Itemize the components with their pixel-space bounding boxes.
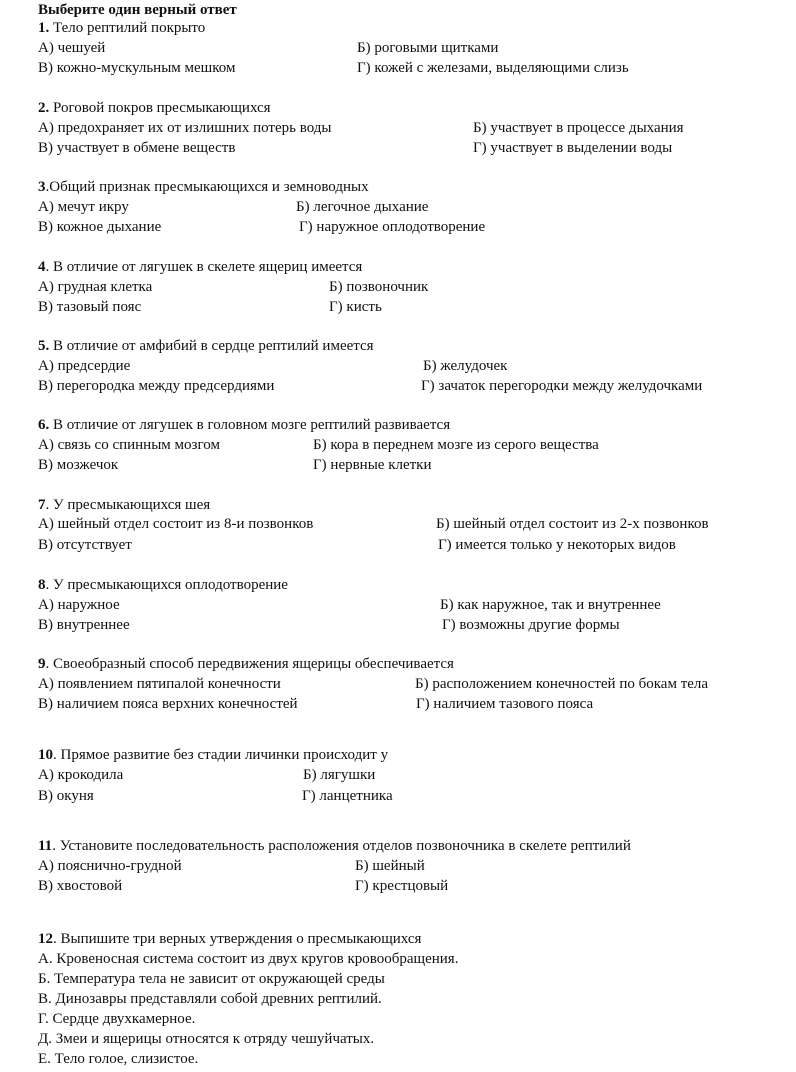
question-12-statement-b: Б. Температура тела не зависит от окружающей среды xyxy=(38,971,385,987)
question-7-option-v: В) отсутствует xyxy=(38,537,132,553)
question-5-text: В отличие от амфибий в сердце рептилий имеется xyxy=(49,338,374,354)
question-4-number: 4 xyxy=(38,259,46,275)
question-9-option-b: Б) расположением конечностей по бокам тела xyxy=(415,676,709,692)
question-2-option-g: Г) участвует в выделении воды xyxy=(473,140,673,156)
question-9-number: 9 xyxy=(38,656,46,672)
question-4-text: . В отличие от лягушек в скелете ящериц имеется xyxy=(45,259,363,275)
question-8-option-b: Б) как наружное, так и внутреннее xyxy=(440,597,661,613)
question-2-stem xyxy=(38,98,271,118)
question-4-option-g: Г) кисть xyxy=(329,299,382,315)
question-2-option-v: В) участвует в обмене веществ xyxy=(38,140,236,156)
question-4-stem xyxy=(38,257,362,277)
question-6-option-a: А) связь со спинным мозгом xyxy=(38,437,220,453)
question-7-text: . У пресмыкающихся шея xyxy=(45,497,211,513)
question-11-number: 11 xyxy=(38,838,53,854)
question-1-number: 1. xyxy=(38,20,50,36)
question-10-option-g: Г) ланцетника xyxy=(302,788,393,804)
question-9-stem xyxy=(38,654,454,674)
question-2-option-a: А) предохраняет их от излишних потерь воды xyxy=(38,120,332,136)
question-12-statement-v: В. Динозавры представляли собой древних рептилий. xyxy=(38,991,382,1007)
question-5-option-g: Г) зачаток перегородки между желудочками xyxy=(421,378,703,394)
question-11-option-g: Г) крестцовый xyxy=(355,878,449,894)
question-7-option-g: Г) имеется только у некоторых видов xyxy=(438,537,676,553)
question-12-text: . Выпишите три верных утверждения о пресмыкающихся xyxy=(53,931,422,947)
question-5-number: 5. xyxy=(38,338,50,354)
question-10-stem xyxy=(38,745,388,765)
question-5-option-v: В) перегородка между предсердиями xyxy=(38,378,275,394)
question-4-option-v: В) тазовый пояс xyxy=(38,299,142,315)
question-2-number: 2. xyxy=(38,100,50,116)
question-1-text: Тело рептилий покрыто xyxy=(49,20,206,36)
question-11-stem xyxy=(38,836,631,856)
question-6-number: 6. xyxy=(38,417,50,433)
question-3-option-b: Б) легочное дыхание xyxy=(296,199,429,215)
question-12-stem xyxy=(38,929,421,949)
question-1-option-v: В) кожно-мускульным мешком xyxy=(38,60,236,76)
question-3-number: 3 xyxy=(38,179,46,195)
question-6-option-v: В) мозжечок xyxy=(38,457,119,473)
question-9-option-v: В) наличием пояса верхних конечностей xyxy=(38,696,298,712)
question-10-option-a: А) крокодила xyxy=(38,767,124,783)
question-10-option-v: В) окуня xyxy=(38,788,94,804)
question-9-text: . Своеобразный способ передвижения ящерицы обеспечивается xyxy=(45,656,454,672)
question-6-option-g: Г) нервные клетки xyxy=(313,457,432,473)
question-6-stem xyxy=(38,415,450,435)
question-8-text: . У пресмыкающихся оплодотворение xyxy=(45,577,288,593)
question-5-stem xyxy=(38,336,374,356)
question-12-statement-e: Е. Тело голое, слизистое. xyxy=(38,1051,199,1067)
question-4-option-a: А) грудная клетка xyxy=(38,279,153,295)
question-3-option-g: Г) наружное оплодотворение xyxy=(299,219,486,235)
question-11-text: . Установите последовательность расположения отделов позвоночника в скелете рептилий xyxy=(52,838,631,854)
question-11-option-a: А) пояснично-грудной xyxy=(38,858,182,874)
question-12-statement-g: Г. Сердце двухкамерное. xyxy=(38,1011,196,1027)
question-10-text: . Прямое развитие без стадии личинки происходит у xyxy=(53,747,389,763)
question-1-option-b: Б) роговыми щитками xyxy=(357,40,499,56)
question-1-option-g: Г) кожей с железами, выделяющими слизь xyxy=(357,60,629,76)
question-9-option-g: Г) наличием тазового пояса xyxy=(416,696,594,712)
question-8-stem xyxy=(38,575,288,595)
question-7-number: 7 xyxy=(38,497,46,513)
question-11-option-v: В) хвостовой xyxy=(38,878,123,894)
question-3-stem xyxy=(38,177,369,197)
worksheet-heading: Выберите один верный ответ xyxy=(38,2,237,18)
question-11-option-b: Б) шейный xyxy=(355,858,425,874)
question-10-option-b: Б) лягушки xyxy=(303,767,376,783)
question-8-option-v: В) внутреннее xyxy=(38,617,130,633)
question-7-option-b: Б) шейный отдел состоит из 2-х позвонков xyxy=(436,516,709,532)
question-1-option-a: А) чешуей xyxy=(38,40,106,56)
question-7-option-a: А) шейный отдел состоит из 8-и позвонков xyxy=(38,516,314,532)
question-5-option-a: А) предсердие xyxy=(38,358,131,374)
question-10-number: 10 xyxy=(38,747,53,763)
question-8-option-a: А) наружное xyxy=(38,597,120,613)
question-12-number: 12 xyxy=(38,931,53,947)
question-5-option-b: Б) желудочек xyxy=(423,358,508,374)
question-2-text: Роговой покров пресмыкающихся xyxy=(49,100,271,116)
question-8-option-g: Г) возможны другие формы xyxy=(442,617,620,633)
question-9-option-a: А) появлением пятипалой конечности xyxy=(38,676,281,692)
question-4-option-b: Б) позвоночник xyxy=(329,279,429,295)
question-7-stem xyxy=(38,495,210,515)
question-8-number: 8 xyxy=(38,577,46,593)
question-12-statement-d: Д. Змеи и ящерицы относятся к отряду чешуйчатых. xyxy=(38,1031,375,1047)
question-2-option-b: Б) участвует в процессе дыхания xyxy=(473,120,684,136)
question-3-option-a: А) мечут икру xyxy=(38,199,129,215)
question-6-option-b: Б) кора в переднем мозге из серого вещества xyxy=(313,437,599,453)
question-6-text: В отличие от лягушек в головном мозге рептилий развивается xyxy=(49,417,451,433)
question-3-text: .Общий признак пресмыкающихся и земноводных xyxy=(45,179,369,195)
question-1-stem xyxy=(38,18,205,38)
question-12-statement-a: А. Кровеносная система состоит из двух кругов кровообращения. xyxy=(38,951,459,967)
question-3-option-v: В) кожное дыхание xyxy=(38,219,162,235)
